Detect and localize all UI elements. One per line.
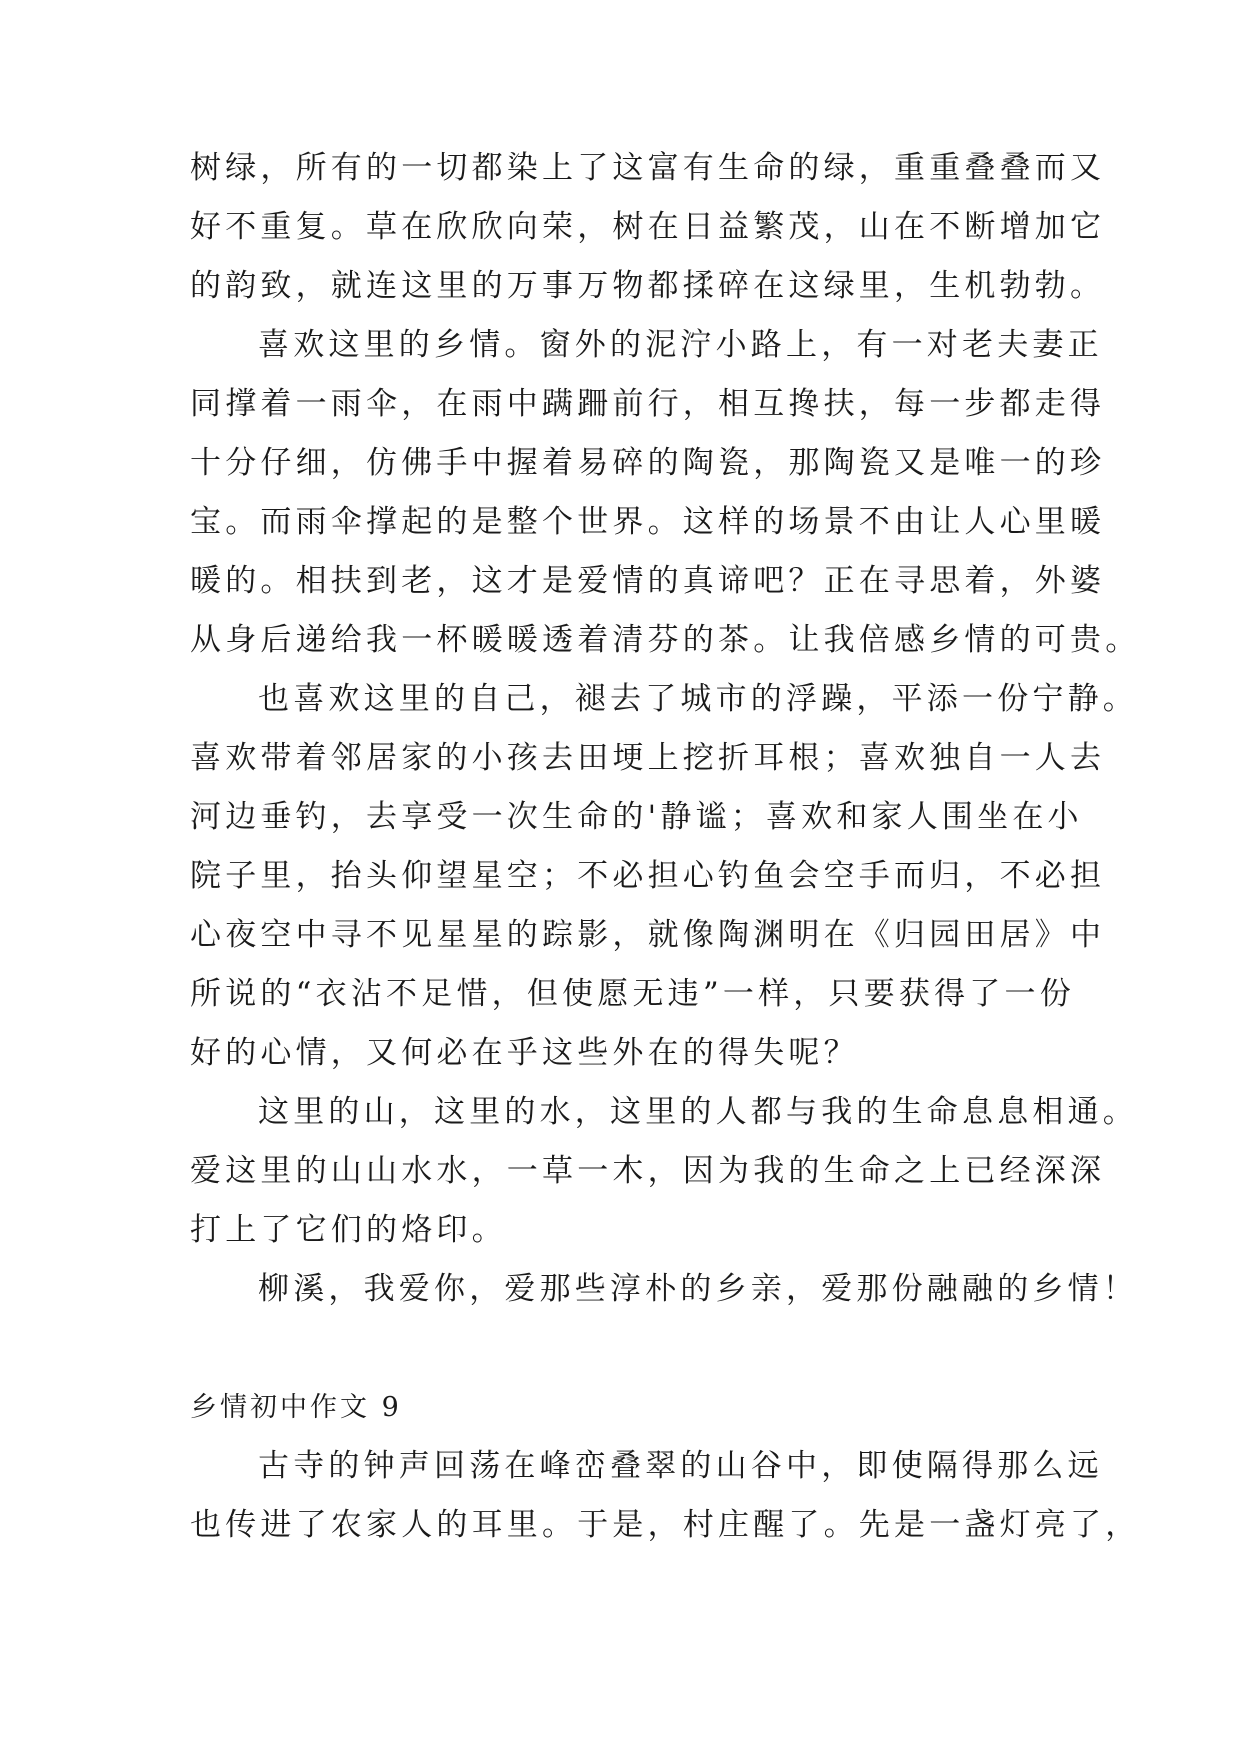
blank-line	[190, 1319, 1070, 1378]
text-line: 打上了它们的烙印。	[190, 1212, 507, 1248]
text-line: 这里的山，这里的水，这里的人都与我的生命息息相通。	[258, 1094, 1138, 1130]
text-line: 心夜空中寻不见星星的踪影，就像陶渊明在《归园田居》中	[190, 917, 1106, 953]
text-line: 爱这里的山山水水，一草一木，因为我的生命之上已经深深	[190, 1153, 1106, 1189]
paragraph-shanshui	[190, 1083, 1138, 1260]
paragraph-gusi	[190, 1437, 1141, 1555]
text-line: 也传进了农家人的耳里。于是，村庄醒了。先是一盏灯亮了，	[190, 1507, 1141, 1543]
text-line: 好不重复。草在欣欣向荣，树在日益繁茂，山在不断增加它	[190, 209, 1106, 245]
text-line: 暖的。相扶到老，这才是爱情的真谛吧？正在寻思着，外婆	[190, 563, 1106, 599]
section-title: 乡情初中作文 9	[190, 1392, 402, 1423]
text-line: 也喜欢这里的自己，褪去了城市的浮躁，平添一份宁静。	[258, 681, 1138, 717]
text-line: 喜欢带着邻居家的小孩去田埂上挖折耳根；喜欢独自一人去	[190, 740, 1106, 776]
text-line: 从身后递给我一杯暖暖透着清芬的茶。让我倍感乡情的可贵。	[190, 622, 1141, 658]
text-line: 古寺的钟声回荡在峰峦叠翠的山谷中，即使隔得那么远	[258, 1448, 1103, 1484]
text-line: 同撑着一雨伞，在雨中蹒跚前行，相互搀扶，每一步都走得	[190, 386, 1106, 422]
paragraph-ziji	[190, 670, 1138, 1083]
text-line: 河边垂钓，去享受一次生命的'静谧；喜欢和家人围坐在小	[190, 799, 1083, 835]
text-line: 喜欢这里的乡情。窗外的泥泞小路上，有一对老夫妻正	[258, 327, 1103, 363]
text-line: 树绿，所有的一切都染上了这富有生命的绿，重重叠叠而又	[190, 150, 1106, 186]
paragraph-liuxi	[190, 1260, 1138, 1319]
essay-body	[190, 139, 1141, 1555]
text-line: 宝。而雨伞撑起的是整个世界。这样的场景不由让人心里暖	[190, 504, 1106, 540]
text-line: 好的心情，又何必在乎这些外在的得失呢？	[190, 1035, 859, 1071]
text-line: 柳溪，我爱你，爱那些淳朴的乡亲，爱那份融融的乡情！	[258, 1271, 1138, 1307]
text-line: 的韵致，就连这里的万事万物都揉碎在这绿里，生机勃勃。	[190, 268, 1106, 304]
text-line: 院子里，抬头仰望星空；不必担心钓鱼会空手而归，不必担	[190, 858, 1106, 894]
text-line: 所说的“衣沾不足惜，但使愿无违”一样，只要获得了一份	[190, 976, 1075, 1012]
paragraph-continuation	[190, 139, 1106, 316]
paragraph-xiangqing	[190, 316, 1141, 670]
text-line: 十分仔细，仿佛手中握着易碎的陶瓷，那陶瓷又是唯一的珍	[190, 445, 1106, 481]
